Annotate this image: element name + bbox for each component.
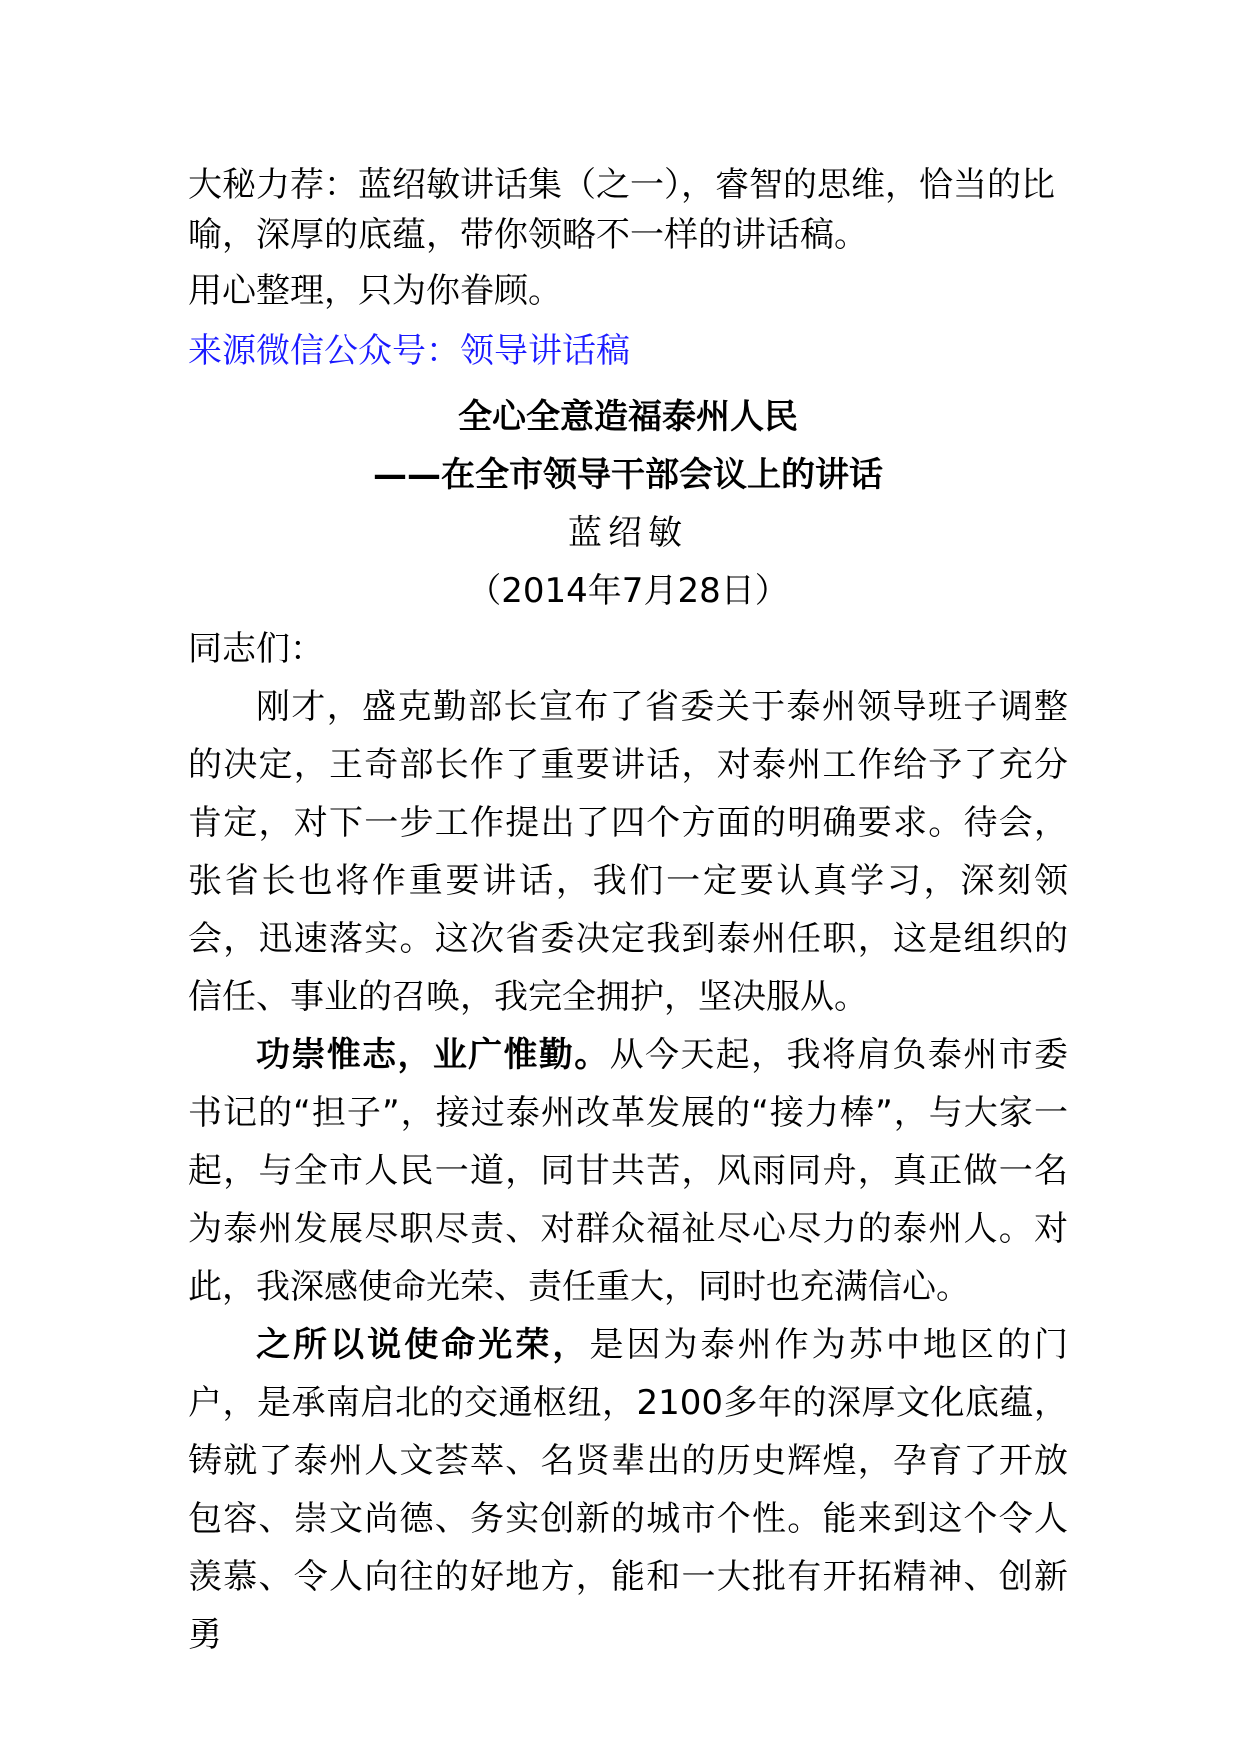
source-link[interactable]: 来源微信公众号：领导讲话稿 xyxy=(188,331,630,371)
paragraph-3-lead: 之所以说使命光荣， xyxy=(256,1325,590,1365)
paragraph-2 xyxy=(188,1026,1068,1316)
paragraph-3 xyxy=(188,1316,1068,1664)
paragraph-3-text: 是因为泰州作为苏中地区的门户，是承南启北的交通枢纽，2100多年的深厚文化底蕴，铸就了泰州人文荟萃、名贤辈出的历史辉煌，孕育了开放包容、崇文尚德、务实创新的城市个性。能来到这个令人羡慕、令人向往的好地方，能和一大批有开拓精神、创新勇 xyxy=(188,1325,1069,1655)
speech-date: （2014年7月28日） xyxy=(467,571,789,611)
document-page xyxy=(188,160,1068,1664)
greeting: 同志们： xyxy=(188,629,324,669)
paragraph-2-text: 从今天起，我将肩负泰州市委书记的“担子”，接过泰州改革发展的“接力棒”，与大家一起，与全市人民一道，同甘共苦，风雨同舟，真正做一名为泰州发展尽职尽责、对群众福祉尽心尽力的泰州人。对此，我深感使命光荣、责任重大，同时也充满信心。 xyxy=(188,1035,1069,1307)
speech-title: 全心全意造福泰州人民 xyxy=(458,397,798,437)
intro-recommend: 大秘力荐：蓝绍敏讲话集（之一），睿智的思维，恰当的比喻，深厚的底蕴，带你领略不一样的讲话稿。 xyxy=(188,165,1055,255)
intro-block xyxy=(188,160,1068,316)
intro-care: 用心整理，只为你眷顾。 xyxy=(188,271,562,311)
paragraph-1 xyxy=(188,678,1068,1026)
speech-subtitle: ——在全市领导干部会议上的讲话 xyxy=(373,455,883,495)
source-line xyxy=(188,322,1068,380)
paragraph-2-lead: 功崇惟志，业广惟勤。 xyxy=(256,1035,610,1075)
speech-body xyxy=(188,678,1068,1664)
paragraph-1-text: 刚才，盛克勤部长宣布了省委关于泰州领导班子调整的决定，王奇部长作了重要讲话，对泰州工作给予了充分肯定，对下一步工作提出了四个方面的明确要求。待会，张省长也将作重要讲话，我们一定要认真学习，深刻领会，迅速落实。这次省委决定我到泰州任职，这是组织的信任、事业的召唤，我完全拥护，坚决服从。 xyxy=(188,687,1068,1017)
speech-author: 蓝绍敏 xyxy=(568,513,688,553)
